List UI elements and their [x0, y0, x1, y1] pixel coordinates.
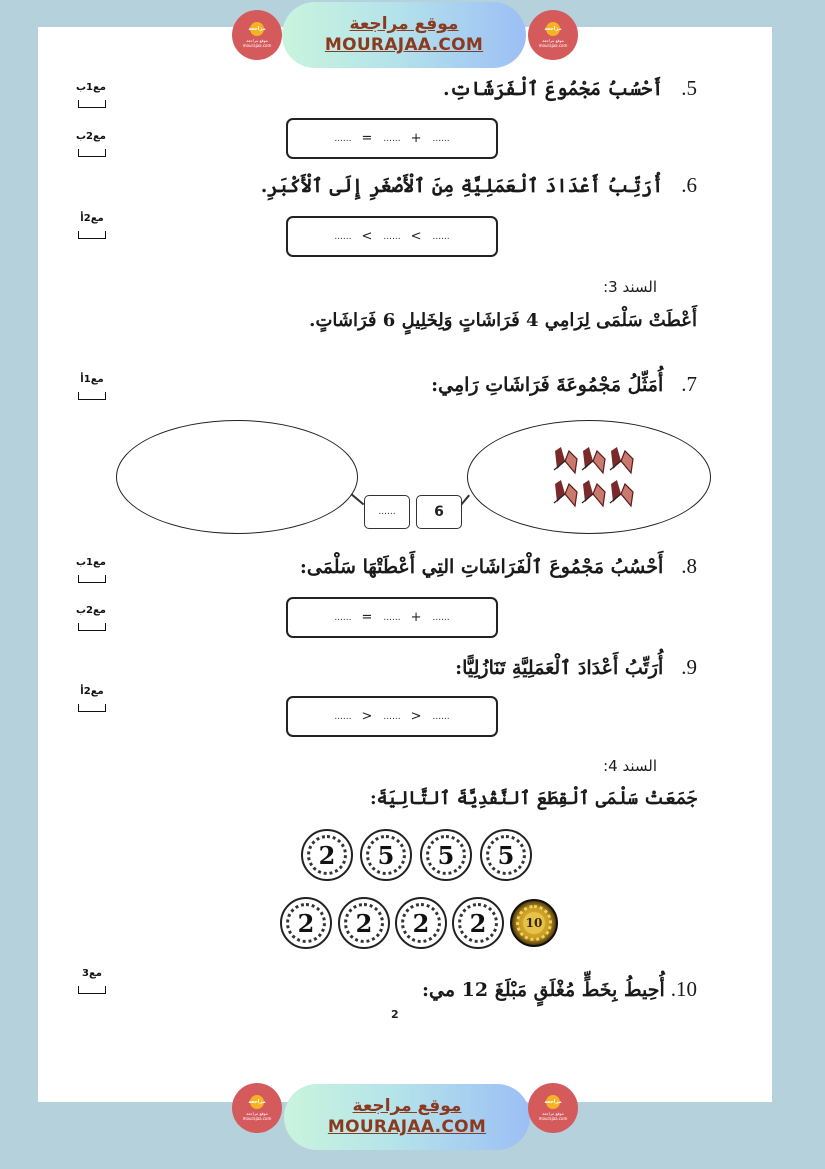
- operator: =: [361, 131, 374, 146]
- mark-label: مع1ب: [75, 82, 106, 93]
- question-text: أُمَثِّلُ مَجْمُوعَةَ فَرَاشَاتِ رَامِي:: [431, 374, 664, 396]
- mark-label: مع1ب: [75, 557, 106, 568]
- mark-label: مع2أ: [80, 213, 104, 224]
- sanad-3-title: السند 3:: [603, 278, 657, 296]
- answer-box-q6[interactable]: [286, 216, 498, 257]
- badge-caption: موقع مراجعة mourajaa.com: [242, 38, 272, 48]
- answer-box-q9[interactable]: [286, 696, 498, 737]
- question-5: [443, 76, 697, 101]
- question-text: أُرَتِّبُ أَعْدَادَ ٱلْعَمَلِيَّةِ مِنَ ٱلْأَصْغَرِ إِلَى ٱلْأَكْبَرِ.: [260, 175, 664, 197]
- badge-caption: موقع مراجعة mourajaa.com: [538, 38, 568, 48]
- blank[interactable]: ......: [334, 711, 352, 722]
- logo-badge-left: [232, 10, 282, 60]
- badge-caption: موقع مراجعة mourajaa.com: [242, 1111, 272, 1121]
- blank[interactable]: ......: [383, 133, 401, 144]
- answer-box-q5[interactable]: [286, 118, 498, 159]
- mark-box: [78, 968, 106, 994]
- mark-box: [75, 557, 106, 583]
- book-icon: مراجعة: [546, 22, 560, 36]
- mark-box: [75, 605, 106, 631]
- coin-2[interactable]: 2: [452, 897, 504, 949]
- mark-bracket[interactable]: [78, 986, 106, 994]
- blank[interactable]: ......: [383, 711, 401, 722]
- question-number: 5.: [681, 76, 697, 100]
- butterfly-icon: [579, 443, 607, 476]
- blank[interactable]: ......: [432, 133, 450, 144]
- blank: ......: [378, 507, 396, 517]
- banner-arabic: موقع مراجعة: [349, 14, 459, 34]
- book-icon: مراجعة: [250, 22, 264, 36]
- question-7: [431, 372, 697, 397]
- answer-box-q8[interactable]: [286, 597, 498, 638]
- question-text: أَحْسُبُ مَجْمُوعَ ٱلْفَرَشَاتِ.: [443, 78, 664, 100]
- butterfly-group: [551, 443, 635, 509]
- page-number: 2: [391, 1008, 399, 1021]
- mark-bracket[interactable]: [78, 392, 106, 400]
- operator: +: [410, 131, 423, 146]
- count-value: 6: [434, 504, 444, 520]
- logo-badge-left: [232, 1083, 282, 1133]
- question-number: 8.: [681, 554, 697, 578]
- banner-latin: MOURAJAA.COM: [327, 1117, 487, 1137]
- logo-badge-right: [528, 10, 578, 60]
- site-banner-bottom[interactable]: [284, 1084, 530, 1150]
- sanad-4-text: جَمَعَتْ سَلْمَى ٱلْقِطَعَ ٱلنَّقْدِيَّةَ ٱلتَّالِيَةَ:: [369, 788, 697, 809]
- question-text: أَحْسُبُ مَجْمُوعَ ٱلْفَرَاشَاتِ التِي أَعْطَتْهَا سَلْمَى:: [299, 556, 664, 578]
- blank[interactable]: ......: [432, 612, 450, 623]
- coin-2[interactable]: 2: [280, 897, 332, 949]
- mark-label: مع1أ: [80, 374, 104, 385]
- logo-badge-right: [528, 1083, 578, 1133]
- badge-caption: موقع مراجعة mourajaa.com: [538, 1111, 568, 1121]
- site-banner-top[interactable]: [282, 2, 526, 68]
- mark-bracket[interactable]: [78, 149, 106, 157]
- coin-5[interactable]: 5: [480, 829, 532, 881]
- mark-label: مع2أ: [80, 686, 104, 697]
- operator: <: [361, 229, 374, 244]
- sanad-4-title: السند 4:: [603, 757, 657, 775]
- butterfly-icon: [579, 476, 607, 509]
- operator: >: [410, 709, 423, 724]
- book-icon: مراجعة: [250, 1095, 264, 1109]
- empty-set-ellipse[interactable]: [116, 420, 358, 534]
- question-number: 9.: [681, 655, 697, 679]
- blank[interactable]: ......: [432, 231, 450, 242]
- coin-10[interactable]: 10: [510, 899, 558, 947]
- blank[interactable]: ......: [334, 612, 352, 623]
- question-9: [455, 655, 697, 680]
- blank[interactable]: ......: [432, 711, 450, 722]
- mark-label: مع2ب: [75, 131, 106, 142]
- operator: +: [410, 610, 423, 625]
- question-number: 6.: [681, 173, 697, 197]
- blank[interactable]: ......: [383, 612, 401, 623]
- mark-box: [78, 374, 106, 400]
- coin-2[interactable]: 2: [338, 897, 390, 949]
- mark-label: مع3: [82, 968, 102, 979]
- coin-2[interactable]: 2: [395, 897, 447, 949]
- mark-bracket[interactable]: [78, 231, 106, 239]
- blank[interactable]: ......: [383, 231, 401, 242]
- coin-2[interactable]: 2: [301, 829, 353, 881]
- question-number: 10.: [670, 977, 697, 1001]
- sanad-3-text: أَعْطَتْ سَلْمَى لِرَامِي 4 فَرَاشَاتٍ وَلِخَلِيلٍ 6 فَرَاشَاتٍ.: [309, 310, 697, 331]
- blank[interactable]: ......: [334, 133, 352, 144]
- mark-bracket[interactable]: [78, 575, 106, 583]
- butterfly-icon: [607, 443, 635, 476]
- butterfly-icon: [551, 443, 579, 476]
- operator: =: [361, 610, 374, 625]
- butterfly-icon: [607, 476, 635, 509]
- operator: >: [361, 709, 374, 724]
- operator: <: [410, 229, 423, 244]
- mark-box: [78, 686, 106, 712]
- banner-arabic: موقع مراجعة: [352, 1096, 462, 1116]
- mark-label: مع2ب: [75, 605, 106, 616]
- banner-latin: MOURAJAA.COM: [324, 35, 484, 55]
- question-text: أُحِيطُ بِخَطٍّ مُغْلَقٍ مَبْلَغَ 12 مي:: [422, 979, 665, 1001]
- mark-box: [75, 131, 106, 157]
- count-box-empty[interactable]: [364, 495, 410, 529]
- question-6: [261, 173, 697, 198]
- count-box-6: [416, 495, 462, 529]
- book-icon: مراجعة: [546, 1095, 560, 1109]
- mark-box: [75, 82, 106, 108]
- mark-bracket[interactable]: [78, 623, 106, 631]
- blank[interactable]: ......: [334, 231, 352, 242]
- butterfly-icon: [551, 476, 579, 509]
- coin-5[interactable]: 5: [420, 829, 472, 881]
- question-text: أُرَتِّبُ أَعْدَادَ ٱلْعَمَلِيَّةِ تَنَازُلِيًّا:: [455, 657, 664, 679]
- question-8: [300, 554, 697, 579]
- mark-bracket[interactable]: [78, 704, 106, 712]
- question-10: [422, 977, 697, 1002]
- mark-box: [78, 213, 106, 239]
- coin-5[interactable]: 5: [360, 829, 412, 881]
- question-number: 7.: [681, 372, 697, 396]
- mark-bracket[interactable]: [78, 100, 106, 108]
